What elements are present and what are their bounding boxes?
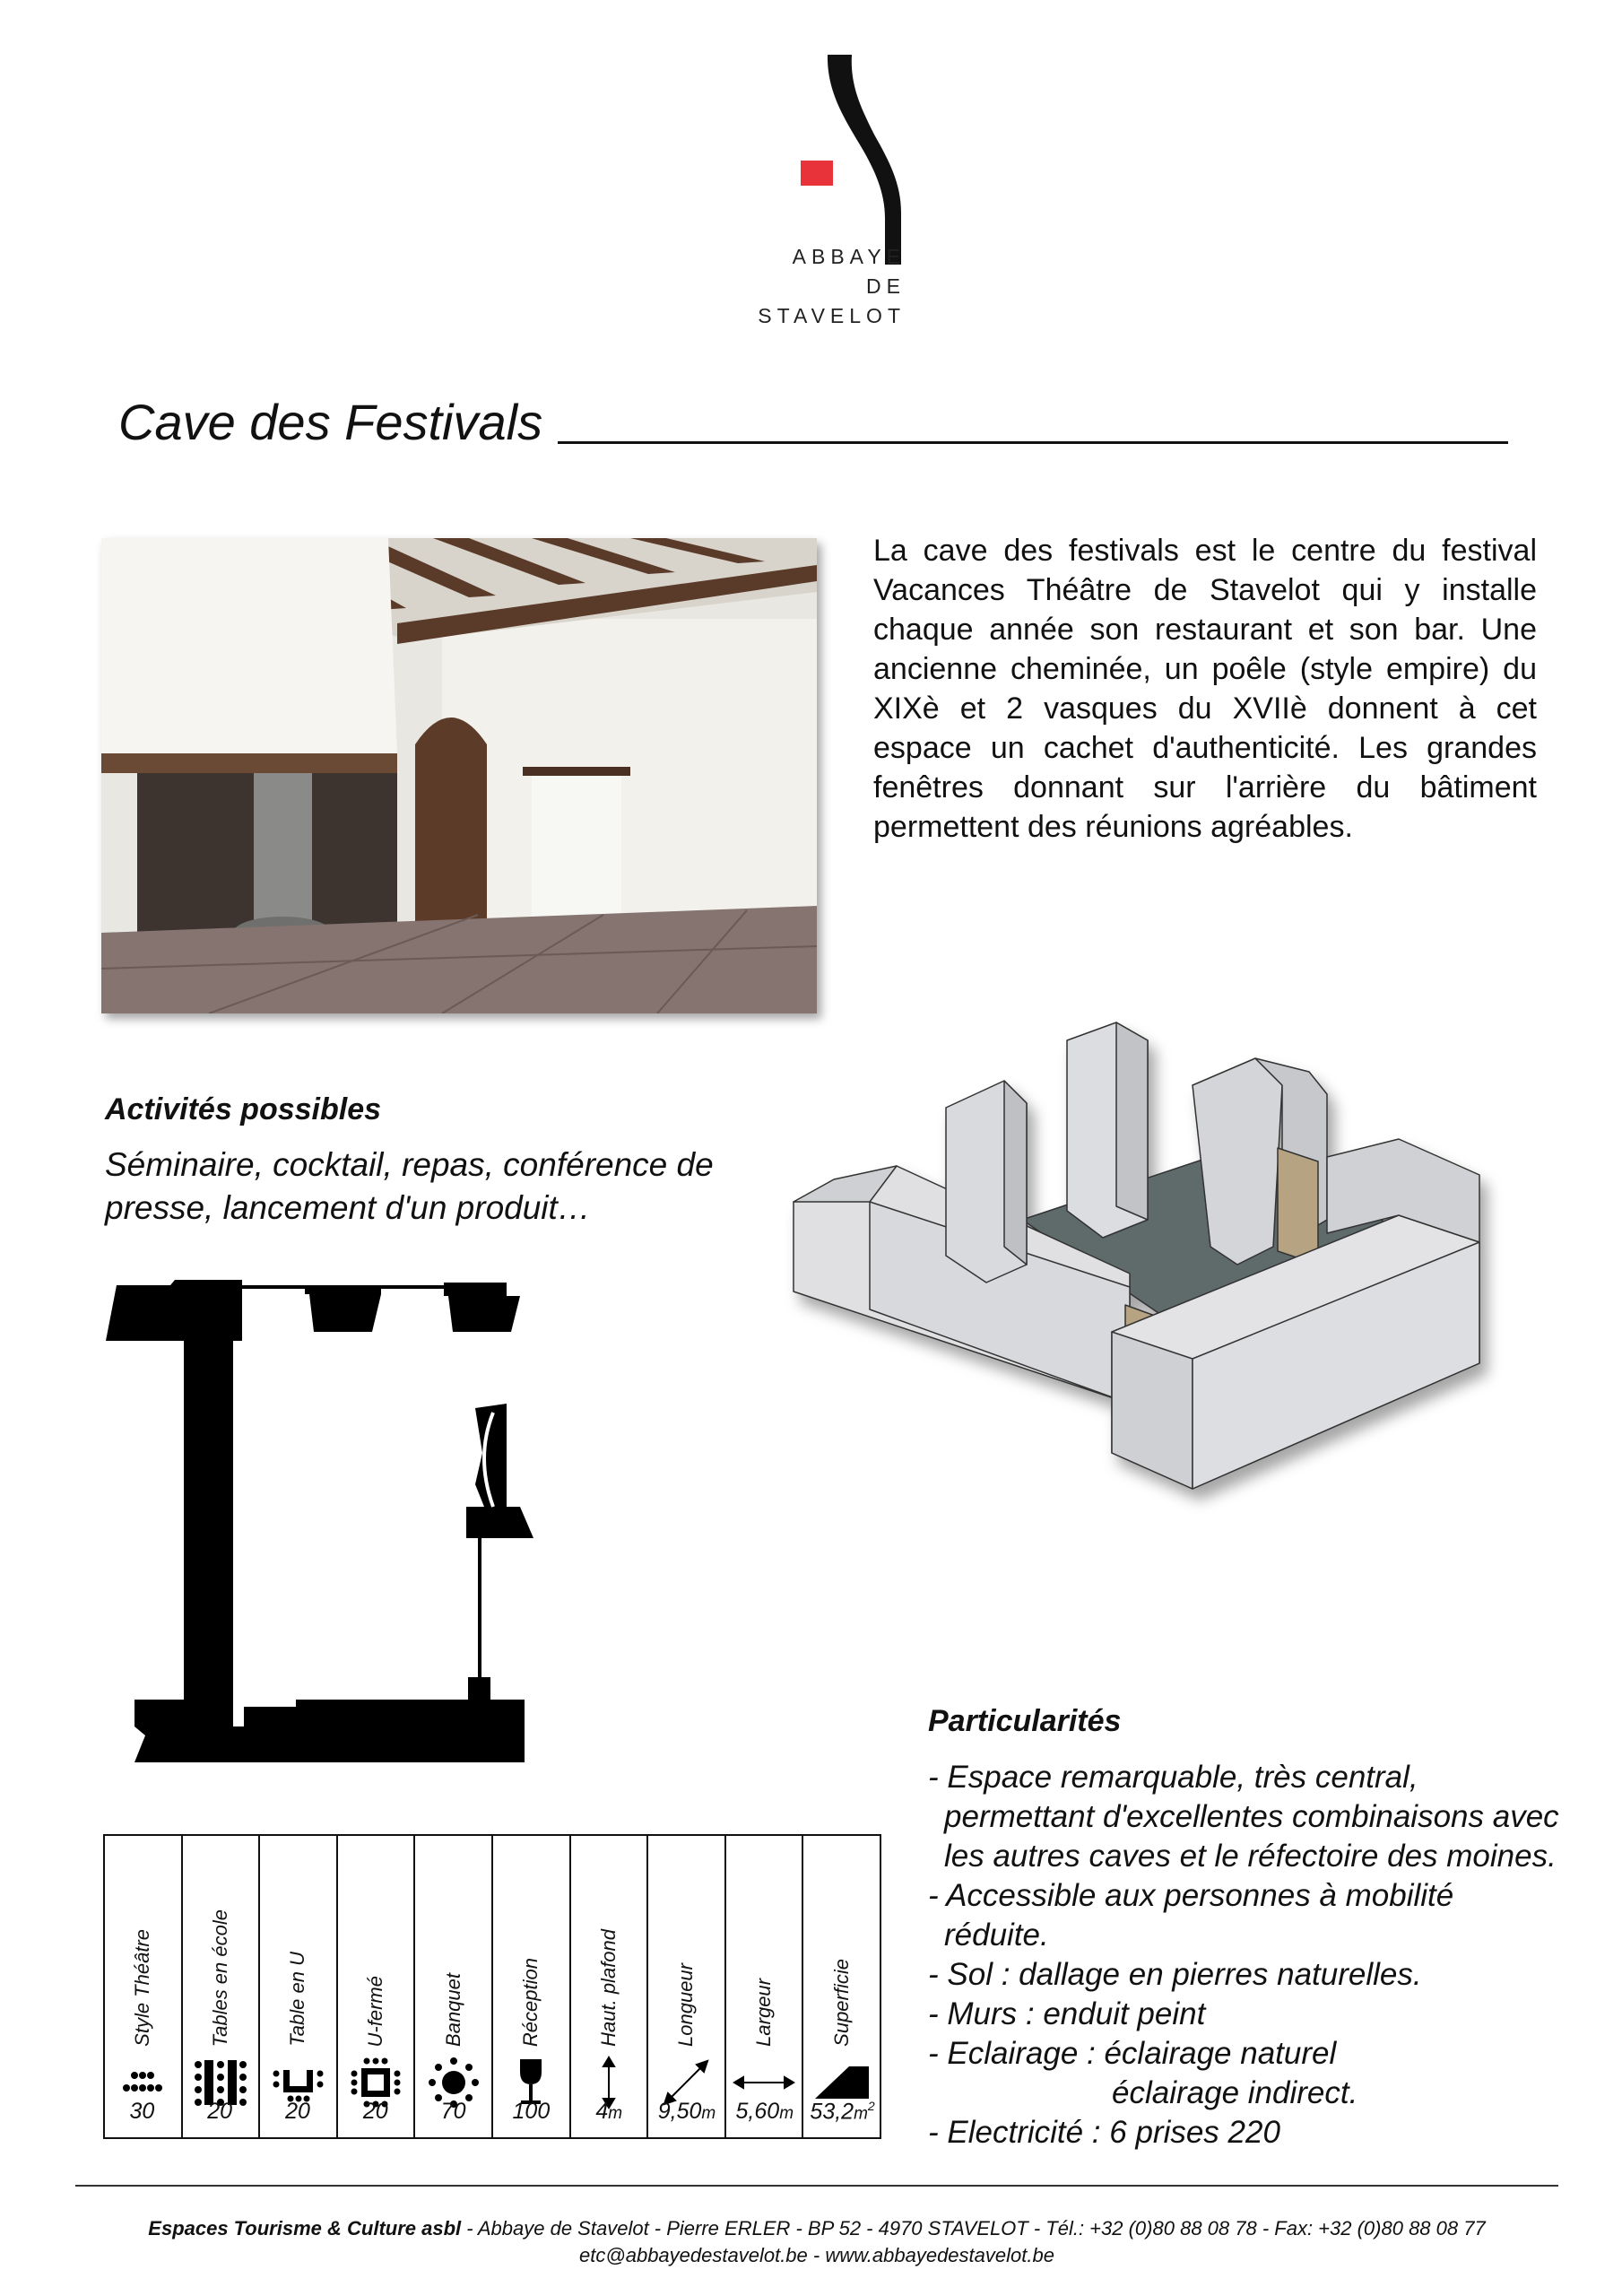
isometric-model [771,987,1542,1587]
capacity-label: Largeur [752,1979,776,2047]
logo-line-3: STAVELOT [758,304,906,327]
capacity-label: Longueur [674,1963,698,2047]
capacity-column [105,1836,183,2137]
capacity-value: 70 [440,2099,466,2124]
capacity-column [726,1836,804,2137]
capacity-value: 20 [362,2099,388,2124]
footer-address-text: - Abbaye de Stavelot - Pierre ERLER - BP 52 - 4970 STAVELOT - Tél.: +32 (0)80 88 08 78 - Fax: +32 (0)80 88 08 77 [461,2217,1486,2239]
capacity-value: 4m [595,2099,623,2124]
footer-contact: etc@abbayedestavelot.be - www.abbayedestavelot.be [579,2244,1054,2266]
logo-s-shape [828,55,901,265]
floor-plan [99,1278,547,1767]
page-title: Cave des Festivals [118,394,543,450]
capacity-label: Banquet [441,1973,464,2047]
capacity-label: U-fermé [364,1975,387,2047]
title-underline [558,441,1508,444]
description-text: La cave des festivals est le centre du festival Vacances Théâtre de Stavelot qui y installe chaque année son restaurant et son bar. Une ancienne cheminée, un poêle (style empire) du XIXè et 2 vasques du XVIIè donnent à cet espace un cachet d'authenticité. Les grandes fenêtres donnant sur l'arrière du bâtiment permettent des réunions agréables. [873,534,1537,844]
capacity-label: Superficie [829,1959,853,2047]
feature-item: réduite. [944,1918,1049,1952]
feature-item: permettant d'excellentes combinaisons avec [944,1799,1559,1834]
capacity-table [103,1834,881,2139]
capacity-value: 5,60m [735,2099,794,2124]
capacity-value: 30 [129,2099,155,2124]
capacity-column [648,1836,726,2137]
feature-item: éclairage indirect. [1112,2075,1358,2110]
theatre-icon [120,2065,165,2100]
capacity-column [260,1836,338,2137]
activities-text: Séminaire, cocktail, repas, conférence de presse, lancement d'un produit… [105,1146,714,1226]
capacity-column [415,1836,493,2137]
logo-red-square [801,161,833,186]
capacity-value: $53,2m^2$ [810,2099,875,2125]
activities-heading: Activités possibles [105,1092,382,1126]
capacity-label: Style Théâtre [131,1929,154,2047]
capacity-value: 9,50m [657,2099,716,2124]
features-list [928,1758,1592,2152]
capacity-label: Réception [519,1957,542,2047]
feature-item: - Accessible aux personnes à mobilité [928,1878,1454,1913]
capacity-value: 20 [207,2099,233,2124]
footer-org: Espaces Tourisme & Culture asbl [148,2217,462,2239]
feature-item: - Eclairage : éclairage naturel [928,2036,1337,2071]
capacity-column [571,1836,649,2137]
logo-text [699,242,906,331]
footer-address [75,2217,1558,2240]
feature-item: - Murs : enduit peint [928,1996,1206,2031]
capacity-label: Tables en école [208,1909,231,2047]
width-icon [733,2072,795,2093]
footer-rule [75,2185,1558,2187]
capacity-label: Table en U [286,1952,309,2047]
features-heading: Particularités [928,1704,1122,1738]
capacity-value: 100 [512,2099,551,2124]
capacity-label: Haut. plafond [596,1929,620,2047]
capacity-values [103,2099,881,2125]
capacity-column [183,1836,261,2137]
feature-item: - Sol : dallage en pierres naturelles. [928,1957,1422,1992]
capacity-column [493,1836,571,2137]
feature-item: les autres caves et le réfectoire des moines. [944,1839,1557,1874]
capacity-value: 20 [285,2099,310,2124]
u-table-icon [271,2063,325,2102]
feature-item: - Espace remarquable, très central, [928,1760,1418,1795]
capacity-column [803,1836,880,2137]
feature-item: - Electricité : 6 prises 220 [928,2115,1280,2150]
capacity-column [338,1836,416,2137]
room-photo [101,538,817,1013]
logo-line-2: DE [866,274,906,298]
logo-line-1: ABBAYE [792,245,906,268]
area-icon [813,2065,871,2100]
